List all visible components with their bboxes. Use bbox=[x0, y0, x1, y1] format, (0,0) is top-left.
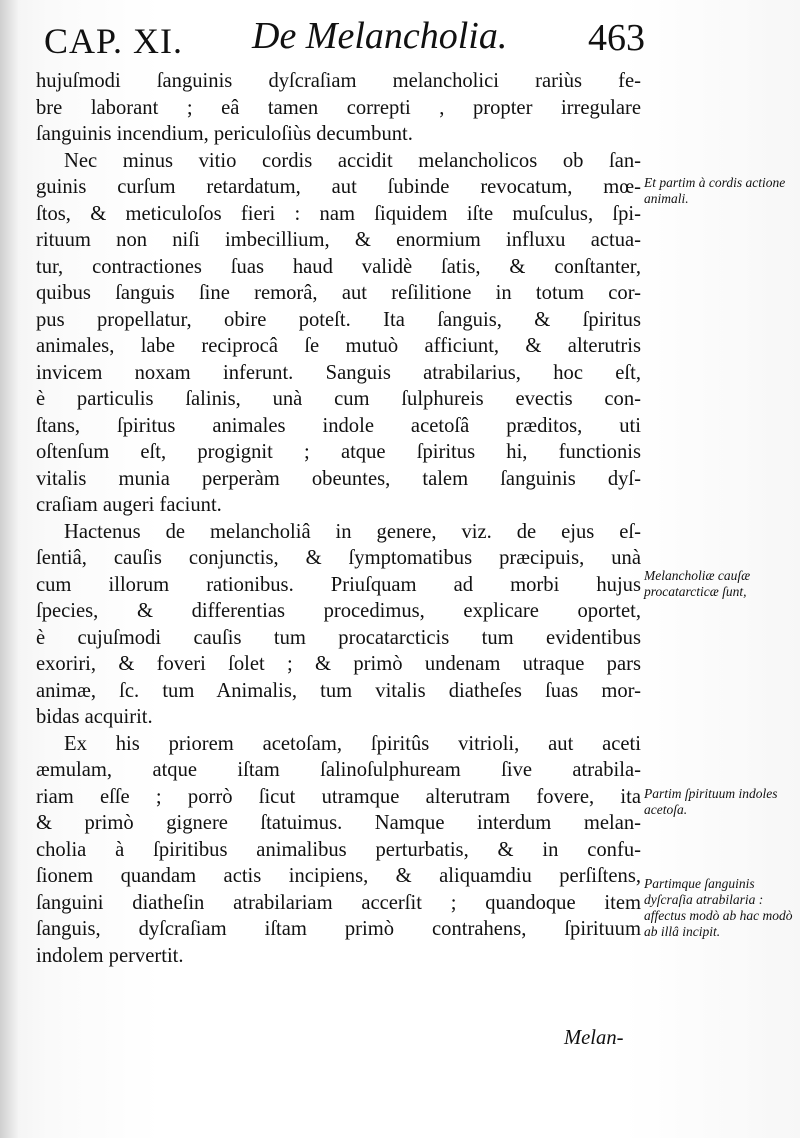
text-line: Ex his priorem acetoſam, ſpiritûs vitrioli, aut aceti bbox=[64, 732, 641, 755]
text-line: è cujuſmodi cauſis tum procatarcticis tum evidentibus bbox=[36, 626, 641, 649]
text-line: tur, contractiones ſuas haud validè ſatis, & conſtanter, bbox=[36, 255, 641, 278]
text-line: animæ, ſc. tum Animalis, tum vitalis diatheſes ſuas mor- bbox=[36, 679, 641, 702]
text-line: bidas acquirit. bbox=[36, 706, 153, 728]
text-line: ſentiâ, cauſis conjunctis, & ſymptomatibus præcipuis, unà bbox=[36, 547, 641, 569]
text-line: æmulam, atque iſtam ſalinoſulphuream ſive atrabila- bbox=[36, 759, 641, 781]
text-line: ſpecies, & differentias procedimus, explicare oportet, bbox=[36, 600, 641, 622]
text-line: Hactenus de melancholiâ in genere, viz. de ejus eſ- bbox=[64, 520, 641, 543]
chapter-label: CAP. XI. bbox=[44, 21, 184, 61]
text-line: vitalis munia perperàm obeuntes, talem ſanguinis dyſ- bbox=[36, 467, 641, 490]
text-line: ſanguinis incendium, periculoſiùs decumbunt. bbox=[36, 123, 413, 145]
page-number: 463 bbox=[588, 17, 645, 59]
text-line: Nec minus vitio cordis accidit melancholicos ob ſan- bbox=[64, 149, 641, 172]
running-header bbox=[40, 8, 660, 68]
catchword: Melan- bbox=[564, 1027, 624, 1049]
page-title: De Melancholia. bbox=[252, 15, 508, 57]
text-line: bre laborant ; eâ tamen correpti , propter irregulare bbox=[36, 96, 641, 119]
text-line: indolem pervertit. bbox=[36, 944, 184, 967]
text-line: ſtans, ſpiritus animales indole acetoſâ præditos, uti bbox=[36, 414, 641, 437]
margin-note-sanguinis: Partimque ſanguinis dyſcraſia atrabilaria : affectus modò ab hac modò ab illâ incipit. bbox=[644, 876, 793, 939]
text-line: craſiam augeri faciunt. bbox=[36, 494, 222, 516]
margin-note-cordis: Et partim à cordis actione animali. bbox=[644, 175, 786, 206]
text-line: riam eſſe ; porrò ſicut utramque alterutram fovere, ita bbox=[36, 785, 641, 808]
text-line: exoriri, & foveri ſolet ; & primò undenam utraque pars bbox=[36, 653, 641, 675]
text-line: animales, labe reciprocâ ſe mutuò afficiunt, & alterutris bbox=[36, 335, 641, 357]
text-line: & primò gignere ſtatuimus. Namque interdum melan- bbox=[36, 812, 641, 834]
text-line: oſtenſum eſt, progignit ; atque ſpiritus hi, functionis bbox=[36, 441, 641, 463]
margin-note-causae: Melancholiæ cauſæ procatarcticæ ſunt, bbox=[644, 568, 751, 599]
text-line: quibus ſanguis ſine remorâ, aut reſilitione in totum cor- bbox=[36, 282, 641, 304]
text-line: ſanguini diatheſin atrabilariam accerſit ; quandoque item bbox=[36, 891, 641, 914]
text-line: rituum non niſi imbecillium, & enormium influxu actua- bbox=[36, 229, 641, 251]
text-line: pus propellatur, obire poteſt. Ita ſanguis, & ſpiritus bbox=[36, 308, 641, 331]
text-line: ſionem quandam actis incipiens, & aliquamdiu perſiſtens, bbox=[36, 865, 641, 887]
text-line: è particulis ſalinis, unà cum ſulphureis evectis con- bbox=[36, 388, 641, 410]
text-line: guinis curſum retardatum, aut ſubinde revocatum, mœ- bbox=[36, 176, 641, 198]
text-line: hujuſmodi ſanguinis dyſcraſiam melancholici rariùs fe- bbox=[36, 70, 641, 92]
text-line: invicem noxam inferunt. Sanguis atrabilarius, hoc eſt, bbox=[36, 361, 641, 384]
text-line: cum illorum rationibus. Priuſquam ad morbi hujus bbox=[36, 573, 641, 596]
margin-note-spirituum: Partim ſpirituum indoles acetoſa. bbox=[644, 786, 778, 817]
main-text-block bbox=[36, 68, 641, 969]
text-line: cholia à ſpiritibus animalibus perturbatis, & in confu- bbox=[36, 838, 641, 861]
text-line: ſanguis, dyſcraſiam iſtam primò contrahens, ſpirituum bbox=[36, 918, 641, 940]
text-line: ſtos, & meticuloſos fieri : nam ſiquidem iſte muſculus, ſpi- bbox=[36, 202, 641, 225]
page-gutter bbox=[0, 0, 18, 1138]
